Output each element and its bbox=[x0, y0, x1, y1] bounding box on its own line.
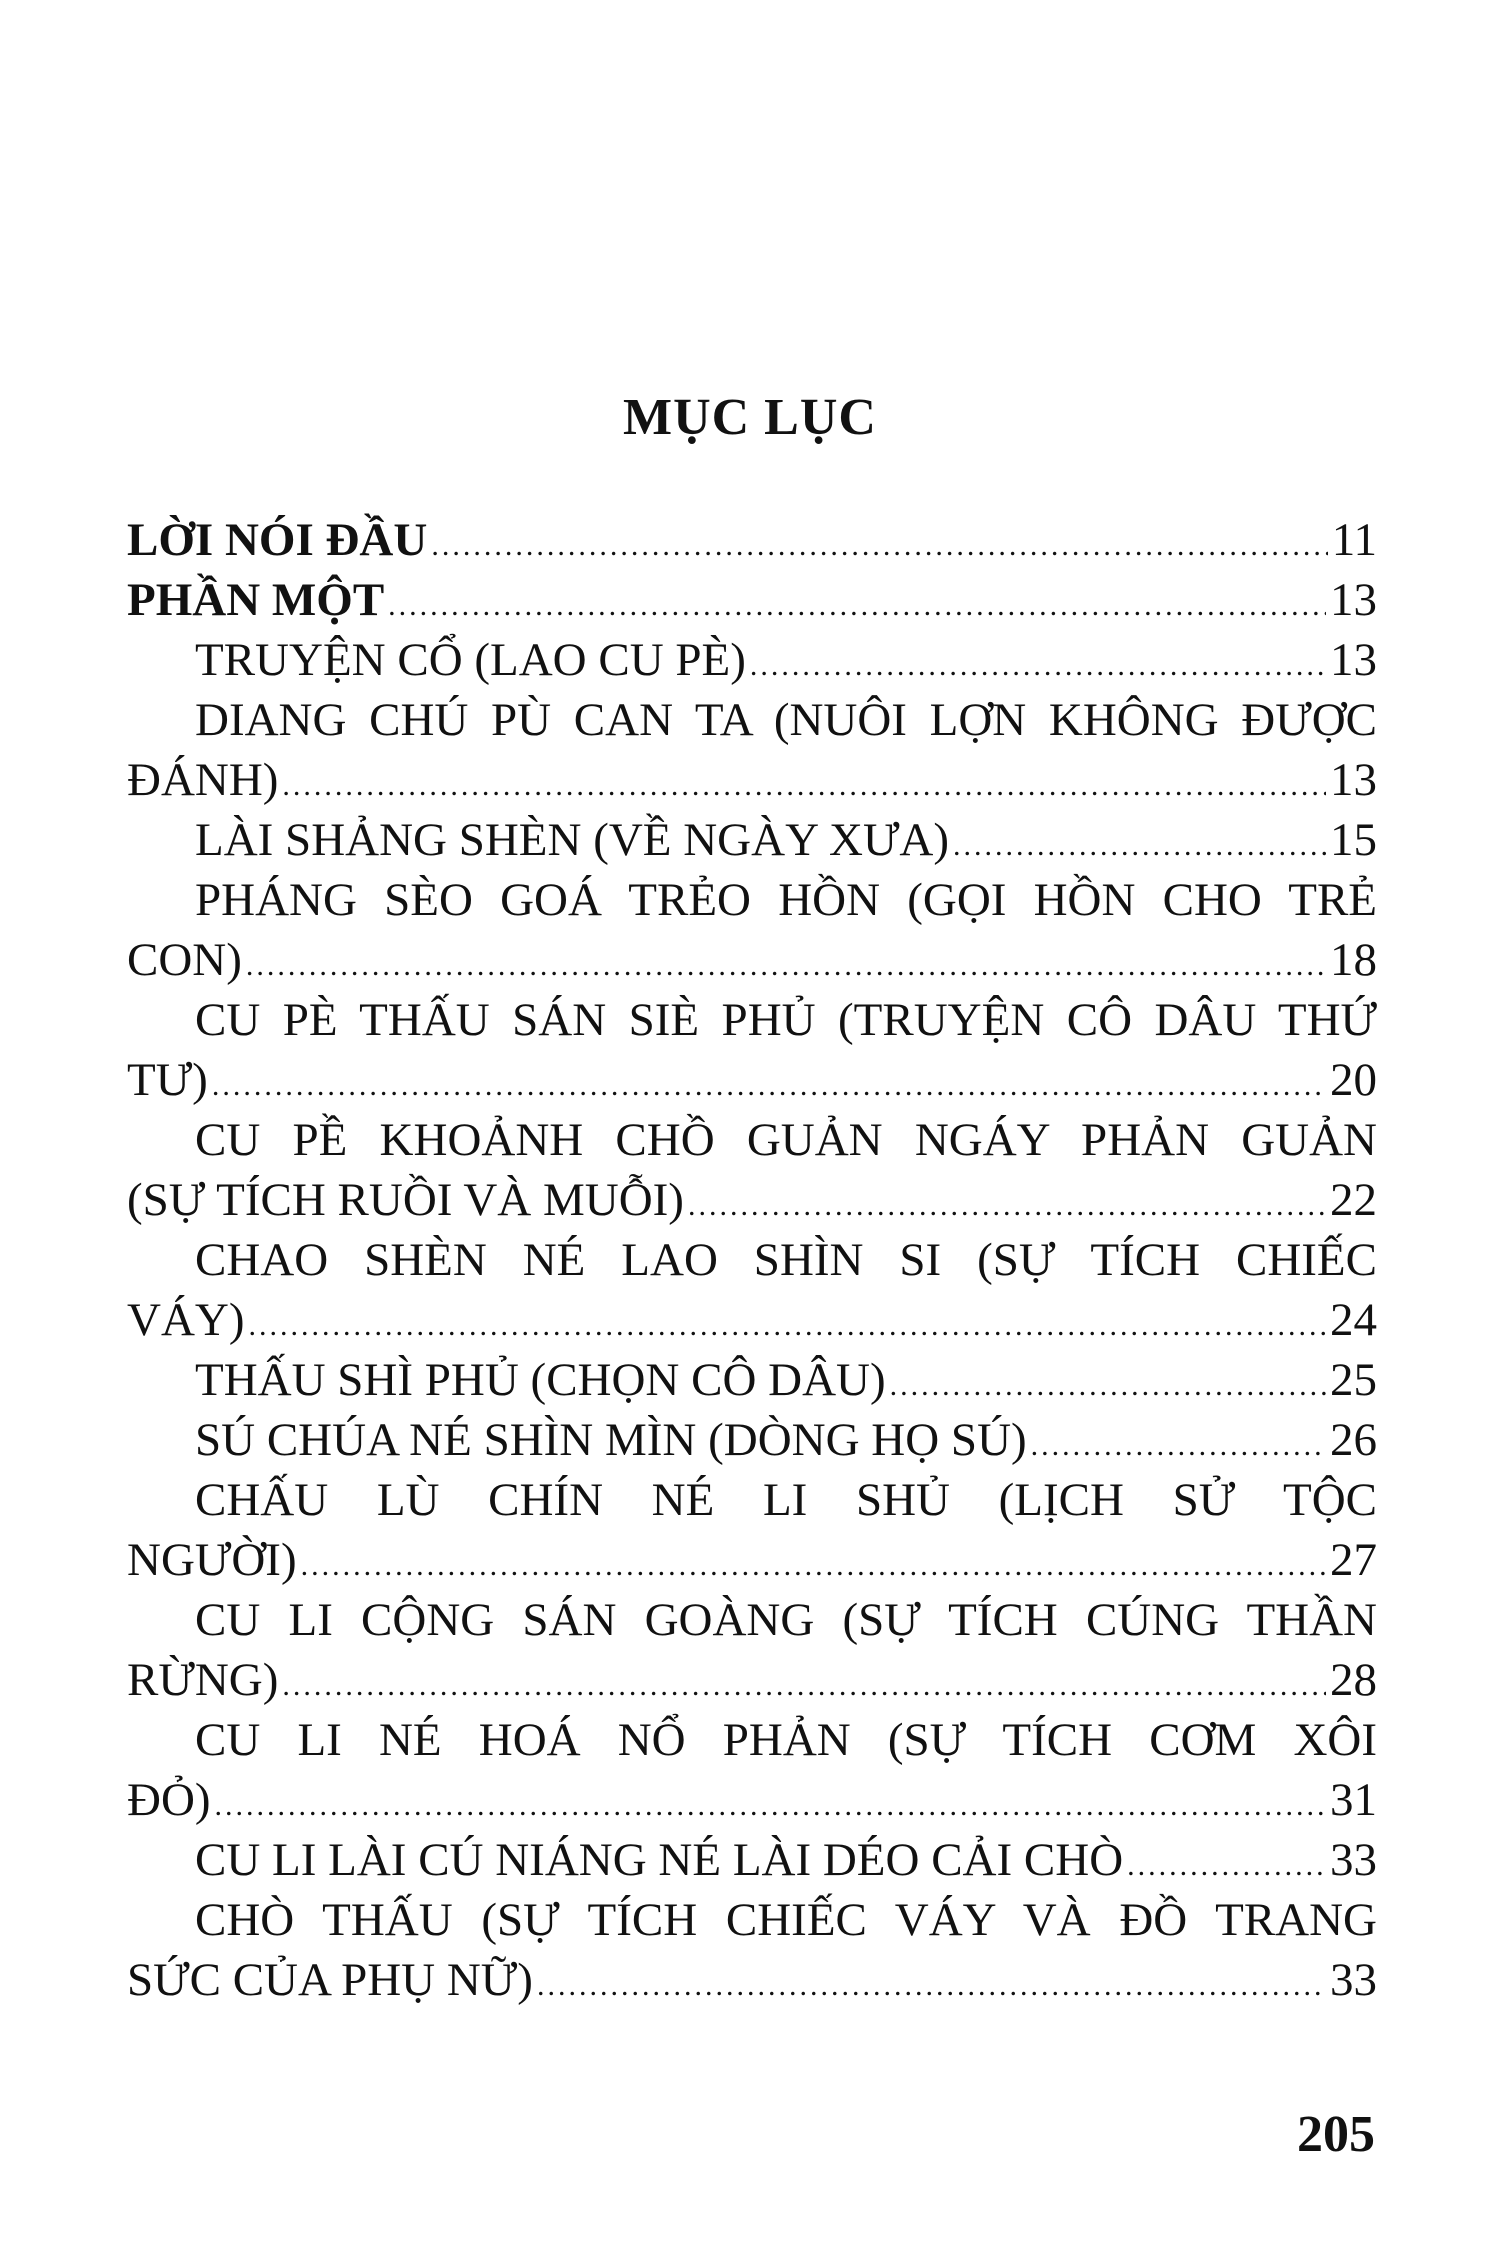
toc-entry-line1: CHAO SHÈN NÉ LAO SHÌN SI (SỰ TÍCH CHIẾC bbox=[195, 1234, 1377, 1286]
toc-entry-line1: CU LI CỘNG SÁN GOÀNG (SỰ TÍCH CÚNG THẦN bbox=[195, 1594, 1377, 1646]
toc-leader-dots bbox=[282, 756, 1326, 816]
toc-entry-title-cont: SỨC CỦA PHỤ NỮ) bbox=[127, 1954, 533, 2006]
toc-entry-title-cont: (SỰ TÍCH RUỒI VÀ MUỖI) bbox=[127, 1174, 684, 1226]
toc-entry-page: 27 bbox=[1330, 1534, 1377, 1586]
toc-entry bbox=[127, 510, 1377, 570]
toc-entry-page: 28 bbox=[1330, 1654, 1377, 1706]
toc-entry bbox=[127, 1410, 1377, 1470]
toc-entry-line1: PHÁNG SÈO GOÁ TRẺO HỒN (GỌI HỒN CHO TRẺ bbox=[195, 874, 1377, 926]
toc-entry bbox=[127, 930, 1377, 990]
toc-entry-title-cont: NGƯỜI) bbox=[127, 1534, 297, 1586]
toc-entry-line1: DIANG CHÚ PÙ CAN TA (NUÔI LỢN KHÔNG ĐƯỢC bbox=[195, 694, 1377, 746]
toc-entry bbox=[127, 1050, 1377, 1110]
toc-leader-dots bbox=[212, 1056, 1326, 1116]
toc-leader-dots bbox=[890, 1356, 1326, 1416]
toc-entry bbox=[127, 1350, 1377, 1410]
toc-leader-dots bbox=[750, 636, 1326, 696]
toc-entry-title-cont: TƯ) bbox=[127, 1054, 208, 1106]
toc-entry-title-cont: ĐỎ) bbox=[127, 1774, 211, 1826]
toc-entry-title: PHẦN MỘT bbox=[127, 574, 385, 626]
toc-entry-title-cont: ĐÁNH) bbox=[127, 754, 279, 806]
toc-entry-line1: CU PỀ KHOẢNH CHỒ GUẢN NGÁY PHẢN GUẢN bbox=[195, 1114, 1377, 1166]
toc-entry-title: SÚ CHÚA NÉ SHÌN MÌN (DÒNG HỌ SÚ) bbox=[195, 1414, 1027, 1466]
toc-entry-title-cont: RỪNG) bbox=[127, 1654, 279, 1706]
toc-entry-page: 33 bbox=[1330, 1834, 1377, 1886]
toc-entry bbox=[127, 570, 1377, 630]
toc-leader-dots bbox=[1031, 1416, 1326, 1476]
toc-entry-title-cont: VÁY) bbox=[127, 1294, 245, 1346]
toc-entry bbox=[127, 750, 1377, 810]
toc-entry-title: TRUYỆN CỔ (LAO CU PÈ) bbox=[195, 634, 746, 686]
toc-entry-line1: CHÒ THẤU (SỰ TÍCH CHIẾC VÁY VÀ ĐỒ TRANG bbox=[195, 1894, 1377, 1946]
toc-entry-page: 20 bbox=[1330, 1054, 1377, 1106]
toc-entry bbox=[127, 1530, 1377, 1590]
toc-leader-dots bbox=[1127, 1836, 1326, 1896]
toc-leader-dots bbox=[688, 1176, 1326, 1236]
toc-entry bbox=[127, 1770, 1377, 1830]
toc-entry-page: 13 bbox=[1330, 754, 1377, 806]
toc-entry-title: THẤU SHÌ PHỦ (CHỌN CÔ DÂU) bbox=[195, 1354, 886, 1406]
toc-entry-line1: CU PÈ THẤU SÁN SIÈ PHỦ (TRUYỆN CÔ DÂU THỨ bbox=[195, 994, 1377, 1046]
toc-entry-line1: CU LI NÉ HOÁ NỔ PHẢN (SỰ TÍCH CƠM XÔI bbox=[195, 1714, 1377, 1766]
toc-entry-page: 22 bbox=[1330, 1174, 1377, 1226]
toc-entry-title: LÀI SHẢNG SHÈN (VỀ NGÀY XƯA) bbox=[195, 814, 950, 866]
toc-leader-dots bbox=[248, 1296, 1326, 1356]
toc-leader-dots bbox=[215, 1776, 1326, 1836]
toc-entry-title: LỜI NÓI ĐẦU bbox=[127, 514, 428, 566]
toc-entry-page: 25 bbox=[1330, 1354, 1377, 1406]
toc-entry-page: 33 bbox=[1330, 1954, 1377, 2006]
toc-entry-page: 24 bbox=[1330, 1294, 1377, 1346]
page-title: MỤC LỤC bbox=[623, 389, 877, 446]
toc-leader-dots bbox=[431, 516, 1327, 576]
toc-leader-dots bbox=[246, 936, 1326, 996]
toc-entry-page: 13 bbox=[1330, 574, 1377, 626]
toc-entry-page: 13 bbox=[1330, 634, 1377, 686]
table-of-contents bbox=[127, 510, 1377, 2010]
toc-entry bbox=[127, 1170, 1377, 1230]
toc-entry-title: CU LI LÀI CÚ NIÁNG NÉ LÀI DÉO CẢI CHÒ bbox=[195, 1834, 1124, 1886]
toc-entry-page: 11 bbox=[1331, 514, 1377, 566]
toc-entry-page: 31 bbox=[1330, 1774, 1377, 1826]
toc-leader-dots bbox=[282, 1656, 1326, 1716]
toc-entry bbox=[127, 1650, 1377, 1710]
toc-entry bbox=[127, 1290, 1377, 1350]
toc-entry-line1: CHẤU LÙ CHÍN NÉ LI SHỦ (LỊCH SỬ TỘC bbox=[195, 1474, 1377, 1526]
toc-entry bbox=[127, 1950, 1377, 2010]
toc-entry-page: 26 bbox=[1330, 1414, 1377, 1466]
toc-leader-dots bbox=[388, 576, 1326, 636]
page-number: 205 bbox=[1297, 2106, 1375, 2163]
toc-entry-page: 18 bbox=[1330, 934, 1377, 986]
toc-leader-dots bbox=[537, 1956, 1326, 2016]
toc-entry bbox=[127, 810, 1377, 870]
toc-entry-page: 15 bbox=[1330, 814, 1377, 866]
toc-leader-dots bbox=[301, 1536, 1326, 1596]
toc-entry bbox=[127, 1830, 1377, 1890]
toc-entry-title-cont: CON) bbox=[127, 934, 242, 986]
toc-leader-dots bbox=[953, 816, 1326, 876]
toc-entry bbox=[127, 630, 1377, 690]
